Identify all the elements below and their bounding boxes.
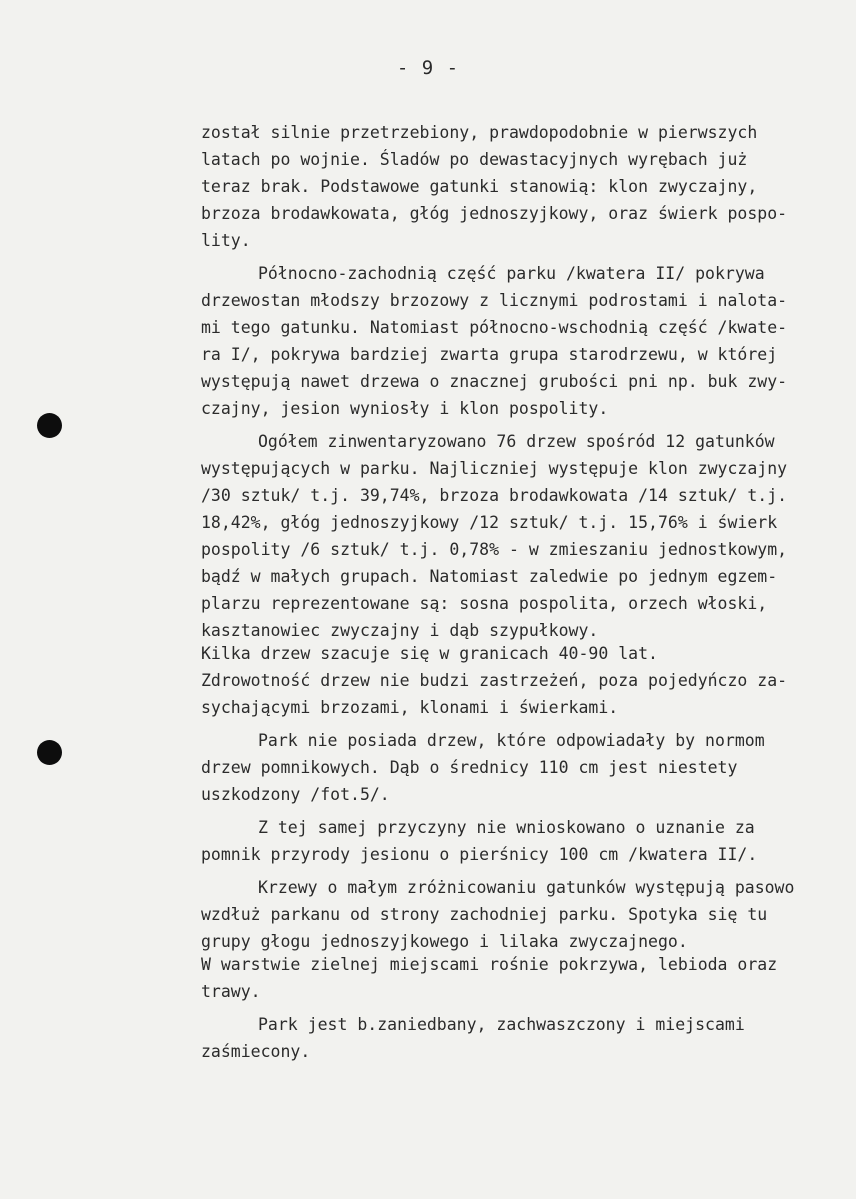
- text-line: latach po wojnie. Śladów po dewastacyjnych wyrębach już: [201, 150, 748, 169]
- text-line: trawy.: [201, 982, 261, 1001]
- text-line: czajny, jesion wyniosły i klon pospolity.: [201, 399, 609, 418]
- text-line: teraz brak. Podstawowe gatunki stanowią: klon zwyczajny,: [201, 177, 758, 196]
- text-line: Z tej samej przyczyny nie wnioskowano o uznanie za: [258, 818, 755, 837]
- text-line: mi tego gatunku. Natomiast północno-wschodnią część /kwate-: [201, 318, 788, 337]
- text-line: Krzewy o małym zróżnicowaniu gatunków występują pasowo: [258, 878, 795, 897]
- text-line: występujących w parku. Najliczniej występuje klon zwyczajny: [201, 459, 788, 478]
- text-line: Park jest b.zaniedbany, zachwaszczony i miejscami: [258, 1015, 745, 1034]
- text-line: Ogółem zinwentaryzowano 76 drzew spośród 12 gatunków: [258, 432, 775, 451]
- text-line: Kilka drzew szacuje się w granicach 40-90 lat.: [201, 644, 658, 663]
- text-line: Zdrowotność drzew nie budzi zastrzeżeń, poza pojedyńczo za-: [201, 671, 788, 690]
- text-line: plarzu reprezentowane są: sosna pospolita, orzech włoski,: [201, 594, 768, 613]
- text-line: bądź w małych grupach. Natomiast zaledwie po jednym egzem-: [201, 567, 778, 586]
- text-line: 18,42%, głóg jednoszyjkowy /12 sztuk/ t.j. 15,76% i świerk: [201, 513, 778, 532]
- page-number: - 9 -: [396, 57, 460, 79]
- punch-hole: [37, 413, 62, 438]
- text-line: W warstwie zielnej miejscami rośnie pokrzywa, lebioda oraz: [201, 955, 778, 974]
- text-line: kasztanowiec zwyczajny i dąb szypułkowy.: [201, 621, 599, 640]
- text-line: wzdłuż parkanu od strony zachodniej parku. Spotyka się tu: [201, 905, 768, 924]
- text-line: /30 sztuk/ t.j. 39,74%, brzoza brodawkowata /14 sztuk/ t.j.: [201, 486, 788, 505]
- text-line: drzewostan młodszy brzozowy z licznymi podrostami i nalota-: [201, 291, 788, 310]
- text-line: brzoza brodawkowata, głóg jednoszyjkowy, oraz świerk pospo-: [201, 204, 788, 223]
- text-line: lity.: [201, 231, 251, 250]
- text-line: zaśmiecony.: [201, 1042, 311, 1061]
- text-line: ra I/, pokrywa bardziej zwarta grupa starodrzewu, w której: [201, 345, 778, 364]
- text-line: pospolity /6 sztuk/ t.j. 0,78% - w zmieszaniu jednostkowym,: [201, 540, 788, 559]
- text-line: Północno-zachodnią część parku /kwatera II/ pokrywa: [258, 264, 765, 283]
- text-line: grupy głogu jednoszyjkowego i lilaka zwyczajnego.: [201, 932, 688, 951]
- text-line: występują nawet drzewa o znacznej grubości pni np. buk zwy-: [201, 372, 788, 391]
- text-line: sychającymi brzozami, klonami i świerkami.: [201, 698, 619, 717]
- text-line: uszkodzony /fot.5/.: [201, 785, 390, 804]
- text-line: został silnie przetrzebiony, prawdopodobnie w pierwszych: [201, 123, 758, 142]
- text-line: pomnik przyrody jesionu o pierśnicy 100 cm /kwatera II/.: [201, 845, 758, 864]
- text-line: Park nie posiada drzew, które odpowiadały by normom: [258, 731, 765, 750]
- punch-hole: [37, 740, 62, 765]
- text-line: drzew pomnikowych. Dąb o średnicy 110 cm jest niestety: [201, 758, 738, 777]
